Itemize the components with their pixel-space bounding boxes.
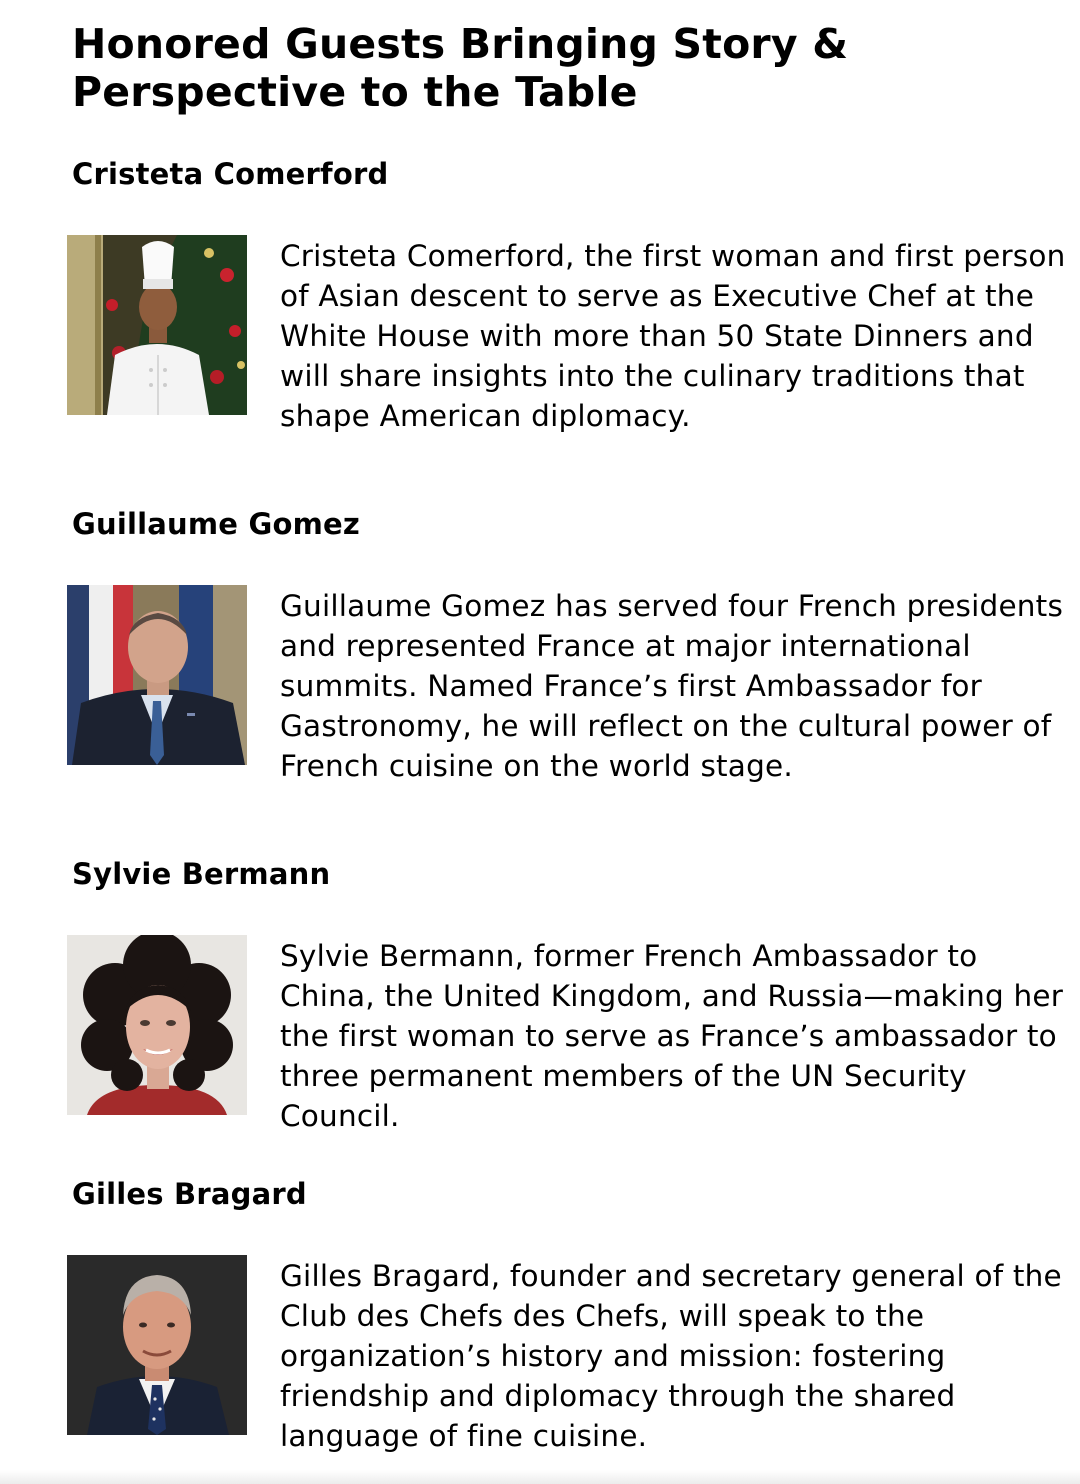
bio-cristeta-comerford: Cristeta Comerford, the first woman and first person of Asian descent to serve as Executive Chef at the White House with more than 50 State Dinners and will share insights into the culinary traditions that shape American diplomacy.: [280, 239, 1066, 433]
guest-name-cristeta-comerford: Cristeta Comerford: [72, 157, 389, 191]
bottom-edge-shadow: [0, 1470, 1080, 1484]
bio-gilles-bragard: Gilles Bragard, founder and secretary general of the Club des Chefs des Chefs, will speak to the organization’s history and mission: fostering friendship and diplomacy through the shared language of fine cuisine.: [280, 1259, 1062, 1453]
photo-gilles-bragard: [67, 1255, 247, 1435]
bio-guillaume-gomez: Guillaume Gomez has served four French presidents and represented France at major international summits. Named France’s first Ambassador for Gastronomy, he will reflect on the cultural power of French cuisine on the world stage.: [280, 589, 1064, 783]
photo-cristeta-comerford: [67, 235, 247, 415]
guest-name-guillaume-gomez: Guillaume Gomez: [72, 507, 360, 541]
photo-sylvie-bermann: [67, 935, 247, 1115]
guest-name-sylvie-bermann: Sylvie Bermann: [72, 857, 331, 891]
photo-guillaume-gomez: [67, 585, 247, 765]
guest-name-gilles-bragard: Gilles Bragard: [72, 1177, 307, 1211]
page-title: Honored Guests Bringing Story & Perspective to the Table: [72, 20, 849, 116]
bio-sylvie-bermann: Sylvie Bermann, former French Ambassador to China, the United Kingdom, and Russia—making her the first woman to serve as France’s ambassador to three permanent members of the UN Security Council.: [280, 939, 1064, 1133]
